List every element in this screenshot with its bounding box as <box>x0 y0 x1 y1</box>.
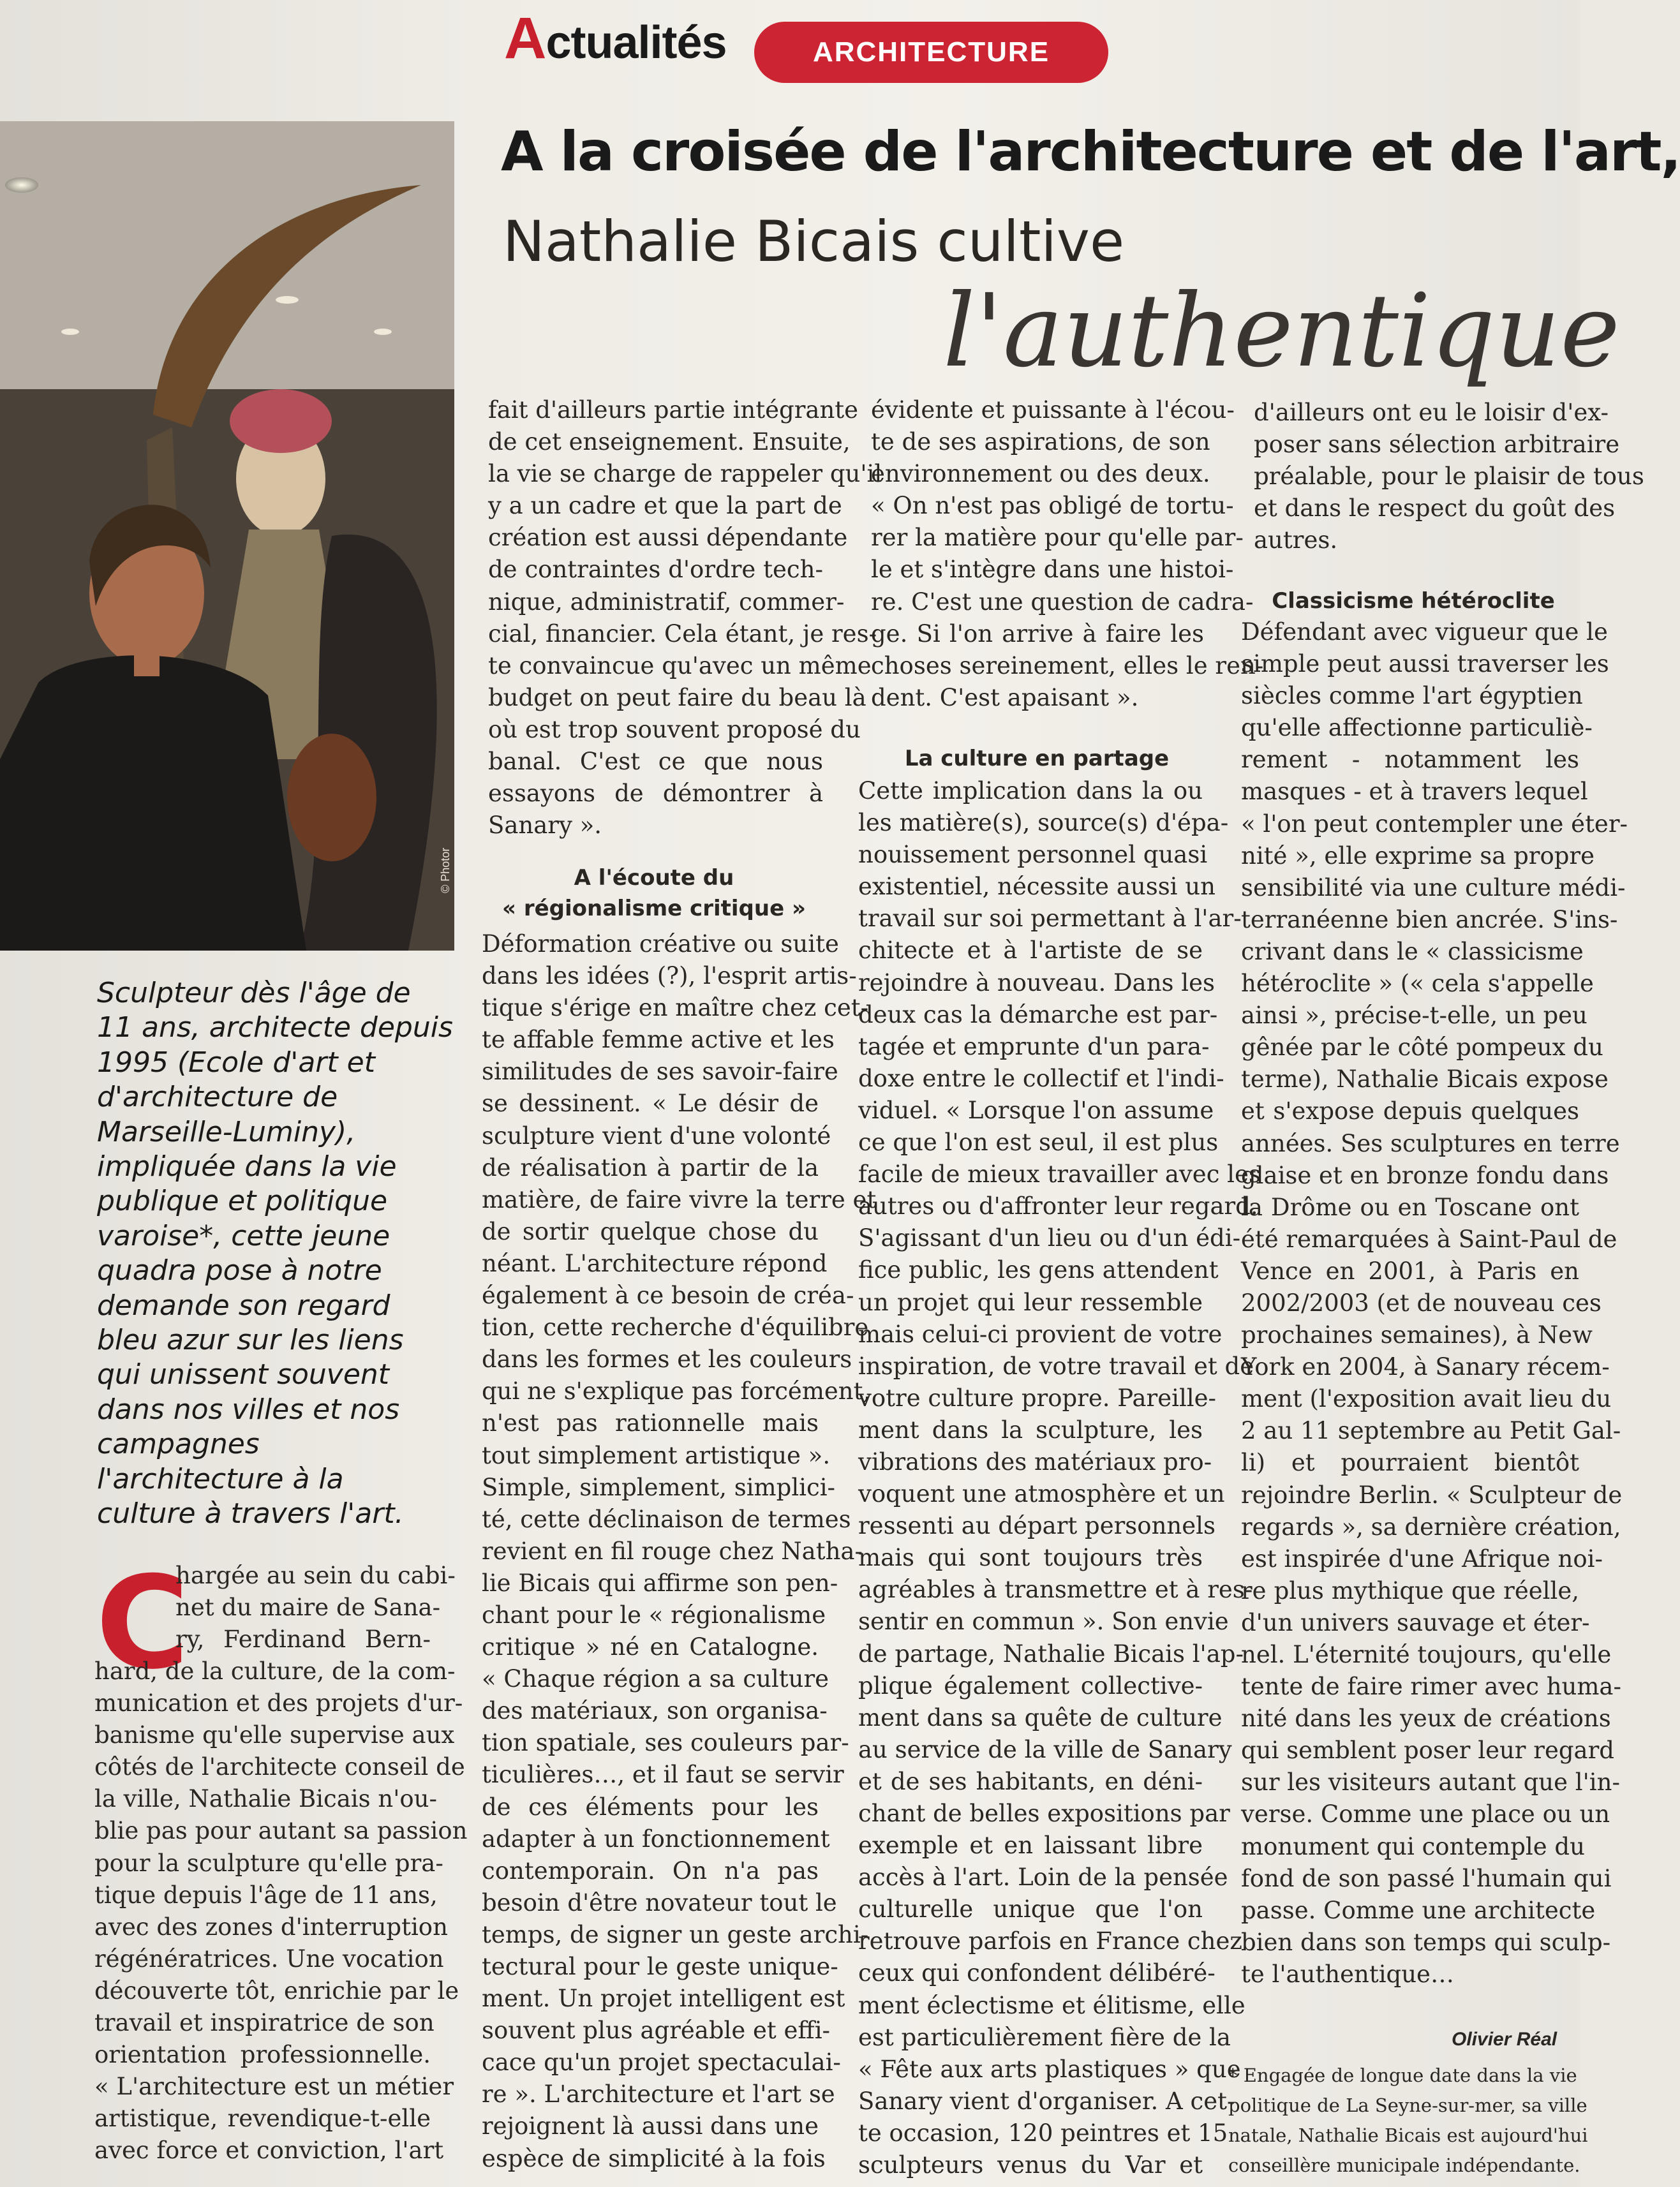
body-line: « L'architecture est un métier <box>94 2073 454 2101</box>
body-line: un projet qui leur ressemble <box>858 1288 1203 1316</box>
body-line: poser sans sélection arbitraire <box>1254 431 1620 459</box>
body-line: artistique, revendique-t-elle <box>94 2105 431 2133</box>
body-line: te de ses aspirations, de son <box>871 428 1210 456</box>
body-line: ceux qui confondent délibéré- <box>858 1959 1215 1987</box>
body-line: masques - et à travers lequel <box>1241 778 1588 806</box>
body-line: d'un univers sauvage et éter- <box>1241 1608 1590 1636</box>
body-line: nique, administratif, commer- <box>488 588 845 616</box>
body-line: « l'on peut contempler une éter- <box>1241 810 1628 838</box>
body-line: la vie se charge de rappeler qu'il <box>488 460 882 488</box>
body-line: banisme qu'elle supervise aux <box>94 1721 455 1749</box>
body-line: munication et des projets d'ur- <box>94 1689 463 1717</box>
body-line: mais celui-ci provient de votre <box>858 1320 1223 1348</box>
body-line: de contraintes d'ordre tech- <box>488 556 823 584</box>
subtitle-line: A l'écoute du <box>574 865 734 891</box>
body-line: re plus mythique que réelle, <box>1241 1576 1579 1605</box>
body-line: n'est pas rationnelle mais <box>482 1409 819 1437</box>
caption-line: bleu azur sur les liens <box>97 1324 404 1357</box>
body-line: tout simplement artistique ». <box>482 1441 831 1469</box>
body-line: travail sur soi permettant à l'ar- <box>858 905 1242 933</box>
body-line: tion spatiale, ses couleurs par- <box>482 1729 849 1757</box>
column-4-top <box>1254 397 1644 556</box>
body-line: la ville, Nathalie Bicais n'ou- <box>94 1785 437 1813</box>
body-line: retrouve parfois en France chez <box>858 1927 1242 1955</box>
body-line: années. Ses sculptures en terre <box>1241 1129 1620 1157</box>
body-line: Déformation créative ou suite <box>482 930 839 958</box>
body-line: se dessinent. « Le désir de <box>482 1090 819 1118</box>
body-line: souvent plus agréable et effi- <box>482 2017 831 2045</box>
body-line: te occasion, 120 peintres et 15 <box>858 2119 1228 2147</box>
column-1 <box>94 1656 468 2167</box>
body-line: prochaines semaines), à New <box>1241 1321 1593 1349</box>
body-line: matière, de faire vivre la terre et <box>482 1185 877 1213</box>
caption-line: 11 ans, architecte depuis <box>97 1011 453 1044</box>
caption-line: demande son regard <box>97 1289 390 1322</box>
body-line: doxe entre le collectif et l'indi- <box>858 1064 1224 1092</box>
column-2-bottom <box>482 928 877 2175</box>
body-line: ge. Si l'on arrive à faire les <box>871 619 1204 648</box>
body-line: le et s'intègre dans une histoi- <box>871 556 1234 584</box>
body-line: dans les idées (?), l'esprit artis- <box>482 962 857 990</box>
footnote <box>1228 2061 1588 2181</box>
body-line: sur les visiteurs autant que l'in- <box>1241 1768 1620 1797</box>
body-line: voquent une atmosphère et un <box>858 1480 1225 1508</box>
body-line: contemporain. On n'a pas <box>482 1857 819 1885</box>
body-line: budget on peut faire du beau là <box>488 683 866 711</box>
footnote-line: natale, Nathalie Bicais est aujourd'hui <box>1228 2124 1588 2146</box>
body-line: te convaincue qu'avec un même <box>488 651 872 679</box>
body-line: hétéroclite » (« cela s'appelle <box>1241 970 1594 998</box>
body-line: tique depuis l'âge de 11 ans, <box>94 1881 438 1909</box>
body-line: néant. L'architecture répond <box>482 1249 828 1277</box>
body-line: te affable femme active et les <box>482 1026 835 1054</box>
body-line: simple peut aussi traverser les <box>1241 650 1609 678</box>
body-line: au service de la ville de Sanary <box>858 1735 1232 1763</box>
caption-line: culture à travers l'art. <box>97 1497 404 1531</box>
body-line: cace qu'un projet spectaculai- <box>482 2049 841 2077</box>
body-line: orientation professionnelle. <box>94 2041 431 2069</box>
body-line: qui ne s'explique pas forcément, <box>482 1377 871 1405</box>
body-line: sculpture vient d'une volonté <box>482 1122 831 1150</box>
body-line: ainsi », précise-t-elle, un peu <box>1241 1002 1587 1030</box>
body-line: besoin d'être novateur tout le <box>482 1888 837 1916</box>
body-line: de cet enseignement. Ensuite, <box>488 428 851 456</box>
photo-caption <box>97 976 454 1532</box>
body-line: ment dans sa quête de culture <box>858 1703 1223 1731</box>
body-line: dent. C'est apaisant ». <box>871 683 1139 711</box>
footnote-line: * Engagée de longue date dans la vie <box>1228 2065 1577 2086</box>
body-line: Sanary ». <box>488 812 602 840</box>
rubric-rest: ctualités <box>546 17 727 68</box>
body-line: adapter à un fonctionnement <box>482 1825 830 1853</box>
body-line: où est trop souvent proposé du <box>488 715 861 743</box>
body-line: la Drôme ou en Toscane ont <box>1241 1193 1579 1221</box>
body-line: des matériaux, son organisa- <box>482 1697 828 1725</box>
body-line: inspiration, de votre travail et de <box>858 1352 1254 1380</box>
body-line: deux cas la démarche est par- <box>858 1000 1218 1028</box>
body-line: dans les formes et les couleurs <box>482 1346 852 1374</box>
body-line: passe. Comme une architecte <box>1241 1896 1596 1924</box>
body-line: et de ses habitants, en déni- <box>858 1767 1203 1795</box>
body-line: Cette implication dans la ou <box>858 777 1203 804</box>
body-line: ment éclectisme et élitisme, elle <box>858 1991 1245 2019</box>
body-line: agréables à transmettre et à res- <box>858 1576 1253 1604</box>
body-line: également à ce besoin de créa- <box>482 1282 854 1310</box>
body-line: été remarquées à Saint-Paul de <box>1241 1225 1617 1253</box>
body-line: de sortir quelque chose du <box>482 1217 819 1245</box>
body-line: crivant dans le « classicisme <box>1241 937 1584 965</box>
body-line: régénératrices. Une vocation <box>94 1945 444 1973</box>
body-line: chant pour le « régionalisme <box>482 1601 826 1629</box>
body-line: ment dans la sculpture, les <box>858 1416 1203 1444</box>
rubric-initial: A <box>504 6 546 71</box>
body-line: d'ailleurs ont eu le loisir d'ex- <box>1254 399 1609 426</box>
body-line: nité », elle exprime sa propre <box>1241 841 1595 870</box>
body-line: sculpteurs venus du Var et <box>858 2151 1203 2179</box>
body-line: de ces éléments pour les <box>482 1793 819 1821</box>
body-line: tique s'érige en maître chez cet- <box>482 994 869 1022</box>
body-line: essayons de démontrer à <box>488 780 823 808</box>
body-line: nité dans les yeux de créations <box>1241 1705 1611 1733</box>
body-line: fait d'ailleurs partie intégrante <box>488 396 859 424</box>
body-line: glaise et en bronze fondu dans <box>1241 1161 1609 1189</box>
section-tag: ARCHITECTURE <box>754 22 1108 83</box>
title-bigword: l'authentique <box>943 272 1620 390</box>
body-line: de partage, Nathalie Bicais l'ap- <box>858 1640 1244 1668</box>
body-line: espèce de simplicité à la fois <box>482 2144 826 2172</box>
body-line: re. C'est une question de cadra- <box>871 588 1254 616</box>
column-4-bottom <box>1241 616 1628 1991</box>
body-line: votre culture propre. Pareille- <box>858 1384 1217 1412</box>
caption-line: l'architecture à la <box>97 1462 344 1495</box>
body-line: net du maire de Sana- <box>175 1594 441 1622</box>
photo-illustration <box>0 121 454 951</box>
body-line: Vence en 2001, à Paris en <box>1241 1257 1579 1285</box>
body-line: pour la sculpture qu'elle pra- <box>94 1849 443 1877</box>
body-line: chant de belles expositions par <box>858 1800 1230 1827</box>
headline: A la croisée de l'architecture et de l'art, <box>501 120 1680 184</box>
body-line: nouissement personnel quasi <box>858 841 1208 869</box>
body-line: est inspirée d'une Afrique noi- <box>1241 1545 1603 1573</box>
footnote-line: conseillère municipale indépendante. <box>1228 2154 1580 2176</box>
body-line: tagée et emprunte d'un para- <box>858 1032 1210 1060</box>
body-line: tente de faire rimer avec huma- <box>1241 1673 1621 1701</box>
caption-line: impliquée dans la vie <box>97 1150 397 1183</box>
body-line: ce que l'on est seul, il est plus <box>858 1129 1219 1157</box>
body-line: sentir en commun ». Son envie <box>858 1608 1229 1636</box>
body-line: bien dans son temps qui sculp- <box>1241 1928 1611 1956</box>
body-line: mais qui sont toujours très <box>858 1544 1203 1572</box>
body-line: blie pas pour autant sa passion <box>94 1817 468 1845</box>
caption-line: Sculpteur dès l'âge de <box>97 977 411 1009</box>
column-1-intro <box>175 1560 456 1656</box>
body-line: Simple, simplement, simplici- <box>482 1473 836 1501</box>
body-line: viduel. « Lorsque l'on assume <box>858 1096 1214 1124</box>
footnote-line: politique de La Seyne-sur-mer, sa ville <box>1228 2094 1587 2116</box>
article-photo <box>0 121 454 951</box>
body-line: rejoindre Berlin. « Sculpteur de <box>1241 1481 1623 1509</box>
body-line: découverte tôt, enrichie par le <box>94 1976 459 2005</box>
body-line: re ». L'architecture et l'art se <box>482 2080 835 2109</box>
body-line: Sanary vient d'organiser. A cet- <box>858 2087 1235 2115</box>
body-line: te l'authentique… <box>1241 1960 1454 1988</box>
body-line: qui semblent poser leur regard <box>1241 1737 1614 1765</box>
body-line: banal. C'est ce que nous <box>488 748 823 776</box>
body-line: vibrations des matériaux pro- <box>858 1448 1212 1476</box>
body-line: autres ou d'affronter leur regard. <box>858 1192 1258 1220</box>
body-line: facile de mieux travailler avec les <box>858 1160 1261 1189</box>
author-signature: Olivier Réal <box>1452 2029 1557 2050</box>
body-line: tectural pour le geste unique- <box>482 1953 838 1980</box>
body-line: chitecte et à l'artiste de se <box>858 937 1203 965</box>
body-line: rejoignent là aussi dans une <box>482 2112 819 2140</box>
body-line: verse. Comme une place ou un <box>1241 1800 1610 1828</box>
body-line: autres. <box>1254 526 1338 554</box>
body-line: plique également collective- <box>858 1672 1203 1700</box>
body-line: existentiel, nécessite aussi un <box>858 873 1215 901</box>
body-line: création est aussi dépendante <box>488 524 848 552</box>
body-line: S'agissant d'un lieu ou d'un édi- <box>858 1224 1241 1252</box>
body-line: critique » né en Catalogne. <box>482 1633 819 1661</box>
column-3-bottom <box>858 775 1261 2181</box>
body-line: rement - notamment les <box>1241 746 1579 774</box>
body-line: ressenti au départ personnels <box>858 1512 1215 1540</box>
body-line: préalable, pour le plaisir de tous <box>1254 463 1644 491</box>
body-line: accès à l'art. Loin de la pensée <box>858 1864 1228 1892</box>
body-line: évidente et puissante à l'écou- <box>871 396 1235 424</box>
subtitle-ecoute <box>482 863 826 924</box>
body-line: tion, cette recherche d'équilibre <box>482 1314 869 1342</box>
body-line: lie Bicais qui affirme son pen- <box>482 1569 838 1597</box>
body-line: terme), Nathalie Bicais expose <box>1241 1065 1609 1094</box>
body-line: ment. Un projet intelligent est <box>482 1985 845 2013</box>
body-line: hargée au sein du cabi- <box>175 1562 456 1589</box>
body-line: et dans le respect du goût des <box>1254 494 1616 523</box>
caption-line: quadra pose à notre <box>97 1254 382 1287</box>
body-line: York en 2004, à Sanary récem- <box>1241 1353 1610 1381</box>
body-line: sensibilité via une culture médi- <box>1241 873 1626 901</box>
body-line: avec des zones d'interruption <box>94 1913 448 1941</box>
subtitle-classicisme: Classicisme hétéroclite <box>1272 588 1555 614</box>
body-line: rejoindre à nouveau. Dans les <box>858 968 1215 997</box>
body-line: Défendant avec vigueur que le <box>1241 618 1608 646</box>
body-line: « Fête aux arts plastiques » que <box>858 2055 1241 2083</box>
body-line: nel. L'éternité toujours, qu'elle <box>1241 1641 1612 1668</box>
body-line: travail et inspiratrice de son <box>94 2009 435 2037</box>
body-line: té, cette déclinaison de termes <box>482 1505 851 1533</box>
column-2-top <box>488 394 882 841</box>
body-line: ticulières…, et il faut se servir <box>482 1761 844 1789</box>
subtitle-line: « régionalisme critique » <box>502 896 806 921</box>
body-line: fice public, les gens attendent <box>858 1256 1219 1284</box>
body-line: côtés de l'architecte conseil de <box>94 1753 465 1781</box>
body-line: revient en fil rouge chez Natha- <box>482 1537 863 1565</box>
caption-line: qui unissent souvent <box>97 1358 390 1391</box>
body-line: monument qui contemple du <box>1241 1832 1585 1860</box>
body-line: cial, financier. Cela étant, je res- <box>488 619 877 648</box>
body-line: li) et pourraient bientôt <box>1241 1449 1579 1477</box>
body-line: hard, de la culture, de la com- <box>94 1657 456 1685</box>
body-line: de réalisation à partir de la <box>482 1153 819 1182</box>
caption-line: d'architecture de <box>97 1081 338 1114</box>
body-line: terranéenne bien ancrée. S'ins- <box>1241 905 1618 933</box>
body-line: y a un cadre et que la part de <box>488 492 842 520</box>
body-line: environnement ou des deux. <box>871 460 1210 488</box>
caption-line: Marseille-Luminy), <box>97 1115 356 1148</box>
body-line: les matière(s), source(s) d'épa- <box>858 809 1229 837</box>
body-line: regards », sa dernière création, <box>1241 1513 1621 1541</box>
body-line: culturelle unique que l'on <box>858 1895 1203 1924</box>
body-line: qu'elle affectionne particuliè- <box>1241 714 1593 742</box>
body-line: est particulièrement fière de la <box>858 2023 1231 2051</box>
section-rubric <box>504 6 727 71</box>
body-line: rer la matière pour qu'elle par- <box>871 524 1244 552</box>
caption-line: dans nos villes et nos <box>97 1393 400 1426</box>
body-line: exemple et en laissant libre <box>858 1832 1203 1860</box>
body-line: ry, Ferdinand Bern- <box>175 1626 431 1654</box>
body-line: ment (l'exposition avait lieu du <box>1241 1385 1612 1413</box>
body-line: et s'expose depuis quelques <box>1241 1097 1579 1125</box>
body-line: avec force et conviction, l'art <box>94 2137 444 2165</box>
photo-credit: © Photor <box>439 847 452 893</box>
caption-line: campagnes <box>97 1428 260 1461</box>
body-line: 2 au 11 septembre au Petit Gal- <box>1241 1417 1621 1445</box>
caption-line: publique et politique <box>97 1185 388 1218</box>
caption-line: 1995 (Ecole d'art et <box>97 1046 375 1079</box>
subheadline: Nathalie Bicais cultive <box>503 209 1125 274</box>
body-line: fond de son passé l'humain qui <box>1241 1864 1612 1892</box>
drop-cap: C <box>96 1549 190 1698</box>
column-3-top <box>871 394 1264 714</box>
body-line: choses sereinement, elles le ren- <box>871 651 1264 679</box>
body-line: gênée par le côté pompeux du <box>1241 1034 1603 1062</box>
body-line: « Chaque région a sa culture <box>482 1665 829 1693</box>
body-line: temps, de signer un geste archi- <box>482 1920 869 1948</box>
caption-line: varoise*, cette jeune <box>97 1219 390 1252</box>
body-line: siècles comme l'art égyptien <box>1241 682 1583 710</box>
body-line: « On n'est pas obligé de tortu- <box>871 492 1234 520</box>
body-line: 2002/2003 (et de nouveau ces <box>1241 1289 1602 1317</box>
subtitle-culture: La culture en partage <box>904 746 1170 771</box>
body-line: similitudes de ses savoir-faire <box>482 1058 838 1086</box>
